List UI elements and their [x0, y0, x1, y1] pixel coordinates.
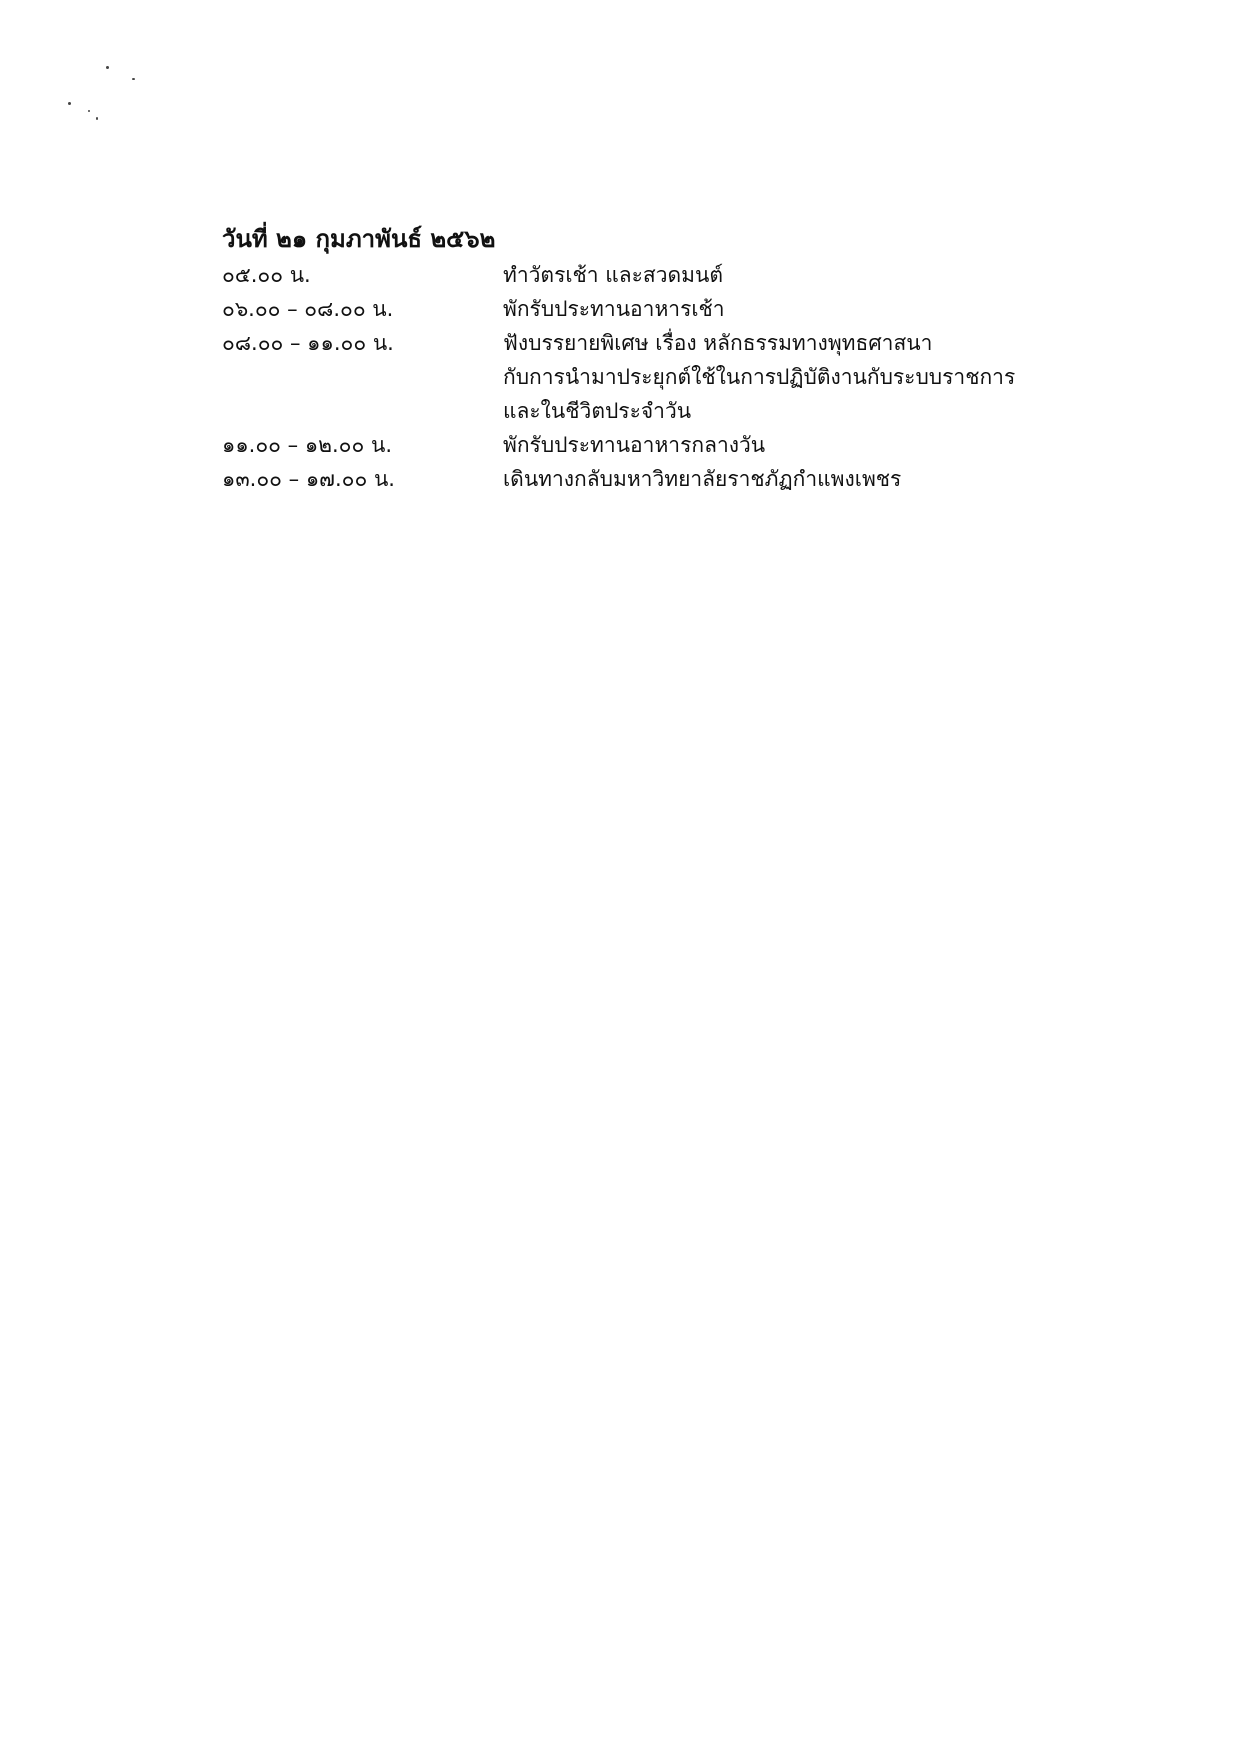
- schedule-row: [222, 258, 1082, 292]
- activity-line: และในชีวิตประจำวัน: [503, 399, 692, 423]
- scan-speck: [88, 110, 90, 112]
- schedule-row: [222, 292, 1082, 326]
- schedule-time: ๐๖.๐๐ – ๐๘.๐๐ น.: [222, 297, 394, 321]
- scan-speck: [106, 66, 109, 69]
- schedule-activity: [503, 292, 1082, 326]
- schedule-time: ๑๓.๐๐ – ๑๗.๐๐ น.: [222, 467, 395, 491]
- schedule-activity: [503, 258, 1082, 292]
- activity-line: กับการนำมาประยุกต์ใช้ในการปฏิบัติงานกับระบบราชการ: [503, 365, 1016, 389]
- schedule-time: ๐๘.๐๐ – ๑๑.๐๐ น.: [222, 331, 394, 355]
- scan-speck: [96, 117, 98, 120]
- activity-line: เดินทางกลับมหาวิทยาลัยราชภัฏกำแพงเพชร: [503, 467, 902, 491]
- scan-speck: [68, 102, 71, 105]
- schedule-time: ๑๑.๐๐ – ๑๒.๐๐ น.: [222, 433, 393, 457]
- scan-speck: [132, 78, 135, 80]
- activity-line: ทำวัตรเช้า และสวดมนต์: [503, 263, 724, 287]
- schedule-row: [222, 462, 1082, 496]
- activity-line: พักรับประทานอาหารเช้า: [503, 297, 725, 321]
- schedule-time: ๐๕.๐๐ น.: [222, 263, 311, 287]
- schedule-section: [222, 222, 1082, 496]
- activity-line: ฟังบรรยายพิเศษ เรื่อง หลักธรรมทางพุทธศาสนา: [503, 331, 933, 355]
- schedule-activity: [503, 326, 1082, 428]
- schedule-row: [222, 428, 1082, 462]
- schedule-date-heading: วันที่ ๒๑ กุมภาพันธ์ ๒๕๖๒: [222, 225, 496, 253]
- activity-line: พักรับประทานอาหารกลางวัน: [503, 433, 766, 457]
- schedule-activity: [503, 428, 1082, 462]
- schedule-activity: [503, 462, 1082, 496]
- schedule-row: [222, 326, 1082, 428]
